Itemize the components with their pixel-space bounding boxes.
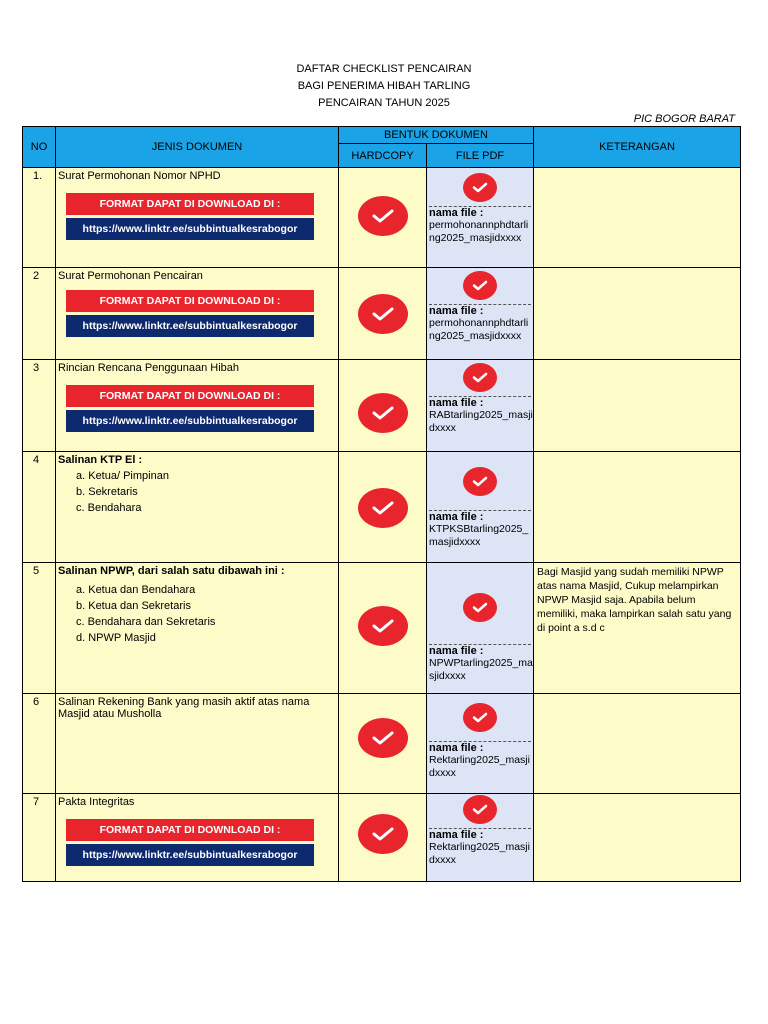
file-name-value: NPWPtarling2025_masjidxxxx: [429, 657, 533, 682]
pdf-cell: [427, 794, 534, 882]
check-icon: [358, 814, 408, 854]
table-row: [23, 360, 741, 452]
download-label: FORMAT DAPAT DI DOWNLOAD DI :: [66, 290, 314, 312]
download-box: [66, 290, 314, 337]
document-cell: [56, 563, 339, 694]
check-icon: [463, 593, 497, 622]
list-item: c. Bendahara dan Sekretaris: [76, 616, 216, 628]
file-name-value: permohonannphdtarling2025_masjidxxxx: [429, 219, 529, 244]
keterangan-cell: [534, 794, 741, 882]
pdf-cell: [427, 452, 534, 563]
check-icon: [358, 294, 408, 334]
col-keterangan-header: KETERANGAN: [534, 127, 741, 168]
pdf-cell: [427, 360, 534, 452]
table-row: [23, 563, 741, 694]
list-item: b. Ketua dan Sekretaris: [76, 600, 191, 612]
check-icon: [358, 393, 408, 433]
check-icon: [358, 718, 408, 758]
document-cell: [56, 794, 339, 882]
check-icon: [463, 363, 497, 392]
table-row: [23, 794, 741, 882]
document-cell: [56, 360, 339, 452]
pic-label: PIC BOGOR BARAT: [633, 113, 735, 125]
hardcopy-cell: [339, 360, 427, 452]
file-name-label: nama file :: [429, 397, 484, 409]
file-name-label: nama file :: [429, 207, 484, 219]
row-number: 7: [23, 794, 56, 882]
hardcopy-cell: [339, 452, 427, 563]
col-no-header: NO: [23, 127, 56, 168]
file-name-value: RABtarling2025_masjidxxxx: [429, 409, 533, 434]
list-item: a. Ketua dan Bendahara: [76, 584, 196, 596]
table-row: [23, 694, 741, 794]
download-link[interactable]: https://www.linktr.ee/subbintualkesrabogor: [66, 315, 314, 337]
table-row: [23, 168, 741, 268]
table-row: [23, 268, 741, 360]
file-name-value: Rektarling2025_masjidxxxx: [429, 754, 530, 779]
document-cell: [56, 694, 339, 794]
check-icon: [358, 606, 408, 646]
col-hardcopy-header: HARDCOPY: [339, 144, 427, 168]
pdf-cell: [427, 694, 534, 794]
document-title: Pakta Integritas: [58, 796, 135, 808]
col-filepdf-header: FILE PDF: [427, 144, 534, 168]
hardcopy-cell: [339, 168, 427, 268]
list-item: c. Bendahara: [76, 502, 142, 514]
list-item: d. NPWP Masjid: [76, 632, 156, 644]
row-number: 4: [23, 452, 56, 563]
pdf-cell: [427, 168, 534, 268]
list-item: a. Ketua/ Pimpinan: [76, 470, 169, 482]
keterangan-cell: [534, 168, 741, 268]
document-cell: [56, 452, 339, 563]
col-bentuk-header: BENTUK DOKUMEN: [339, 127, 534, 144]
document-title: Rincian Rencana Penggunaan Hibah: [58, 362, 240, 374]
pdf-cell: [427, 268, 534, 360]
check-icon: [463, 467, 497, 496]
download-box: [66, 385, 314, 432]
row-number: 3: [23, 360, 56, 452]
download-box: [66, 819, 314, 866]
document-title: Salinan Rekening Bank yang masih aktif atas nama Masjid atau Musholla: [58, 696, 310, 720]
table-row: [23, 452, 741, 563]
title-line-2: BAGI PENERIMA HIBAH TARLING: [297, 80, 471, 92]
file-name-label: nama file :: [429, 645, 484, 657]
file-name-value: KTPKSBtarling2025_masjidxxxx: [429, 523, 529, 548]
hardcopy-cell: [339, 563, 427, 694]
hardcopy-cell: [339, 694, 427, 794]
download-link[interactable]: https://www.linktr.ee/subbintualkesrabogor: [66, 218, 314, 240]
pdf-cell: [427, 563, 534, 694]
title-line-1: DAFTAR CHECKLIST PENCAIRAN: [296, 63, 472, 75]
keterangan-cell: [534, 694, 741, 794]
col-jenis-header: JENIS DOKUMEN: [56, 127, 339, 168]
file-name-label: nama file :: [429, 511, 484, 523]
file-name-value: permohonannphdtarling2025_masjidxxxx: [429, 317, 529, 342]
check-icon: [463, 795, 497, 824]
title-line-3: PENCAIRAN TAHUN 2025: [318, 97, 450, 109]
document-title: Surat Permohonan Pencairan: [58, 270, 203, 282]
check-icon: [358, 196, 408, 236]
keterangan-cell: Bagi Masjid yang sudah memiliki NPWP atas nama Masjid, Cukup melampirkan NPWP Masjid saja. Apabila belum memiliki, maka lampirkan salah satu yang di point a s.d c: [534, 563, 741, 694]
download-box: [66, 193, 314, 240]
check-icon: [463, 703, 497, 732]
document-title: Surat Permohonan Nomor NPHD: [58, 170, 221, 182]
list-item: b. Sekretaris: [76, 486, 138, 498]
row-number: 6: [23, 694, 56, 794]
document-title: Salinan KTP El :: [58, 454, 143, 466]
keterangan-cell: [534, 452, 741, 563]
check-icon: [358, 488, 408, 528]
file-name-label: nama file :: [429, 305, 484, 317]
download-link[interactable]: https://www.linktr.ee/subbintualkesrabogor: [66, 844, 314, 866]
document-cell: [56, 168, 339, 268]
download-label: FORMAT DAPAT DI DOWNLOAD DI :: [66, 819, 314, 841]
download-label: FORMAT DAPAT DI DOWNLOAD DI :: [66, 385, 314, 407]
file-name-value: Rektarling2025_masjidxxxx: [429, 841, 530, 866]
hardcopy-cell: [339, 268, 427, 360]
keterangan-cell: [534, 360, 741, 452]
document-cell: [56, 268, 339, 360]
checklist-table: [22, 126, 741, 882]
keterangan-cell: [534, 268, 741, 360]
row-number: 5: [23, 563, 56, 694]
download-link[interactable]: https://www.linktr.ee/subbintualkesrabogor: [66, 410, 314, 432]
download-label: FORMAT DAPAT DI DOWNLOAD DI :: [66, 193, 314, 215]
row-number: 2: [23, 268, 56, 360]
file-name-label: nama file :: [429, 829, 484, 841]
row-number: 1.: [23, 168, 56, 268]
document-title: Salinan NPWP, dari salah satu dibawah ini :: [58, 565, 285, 577]
check-icon: [463, 271, 497, 300]
hardcopy-cell: [339, 794, 427, 882]
file-name-label: nama file :: [429, 742, 484, 754]
check-icon: [463, 173, 497, 202]
